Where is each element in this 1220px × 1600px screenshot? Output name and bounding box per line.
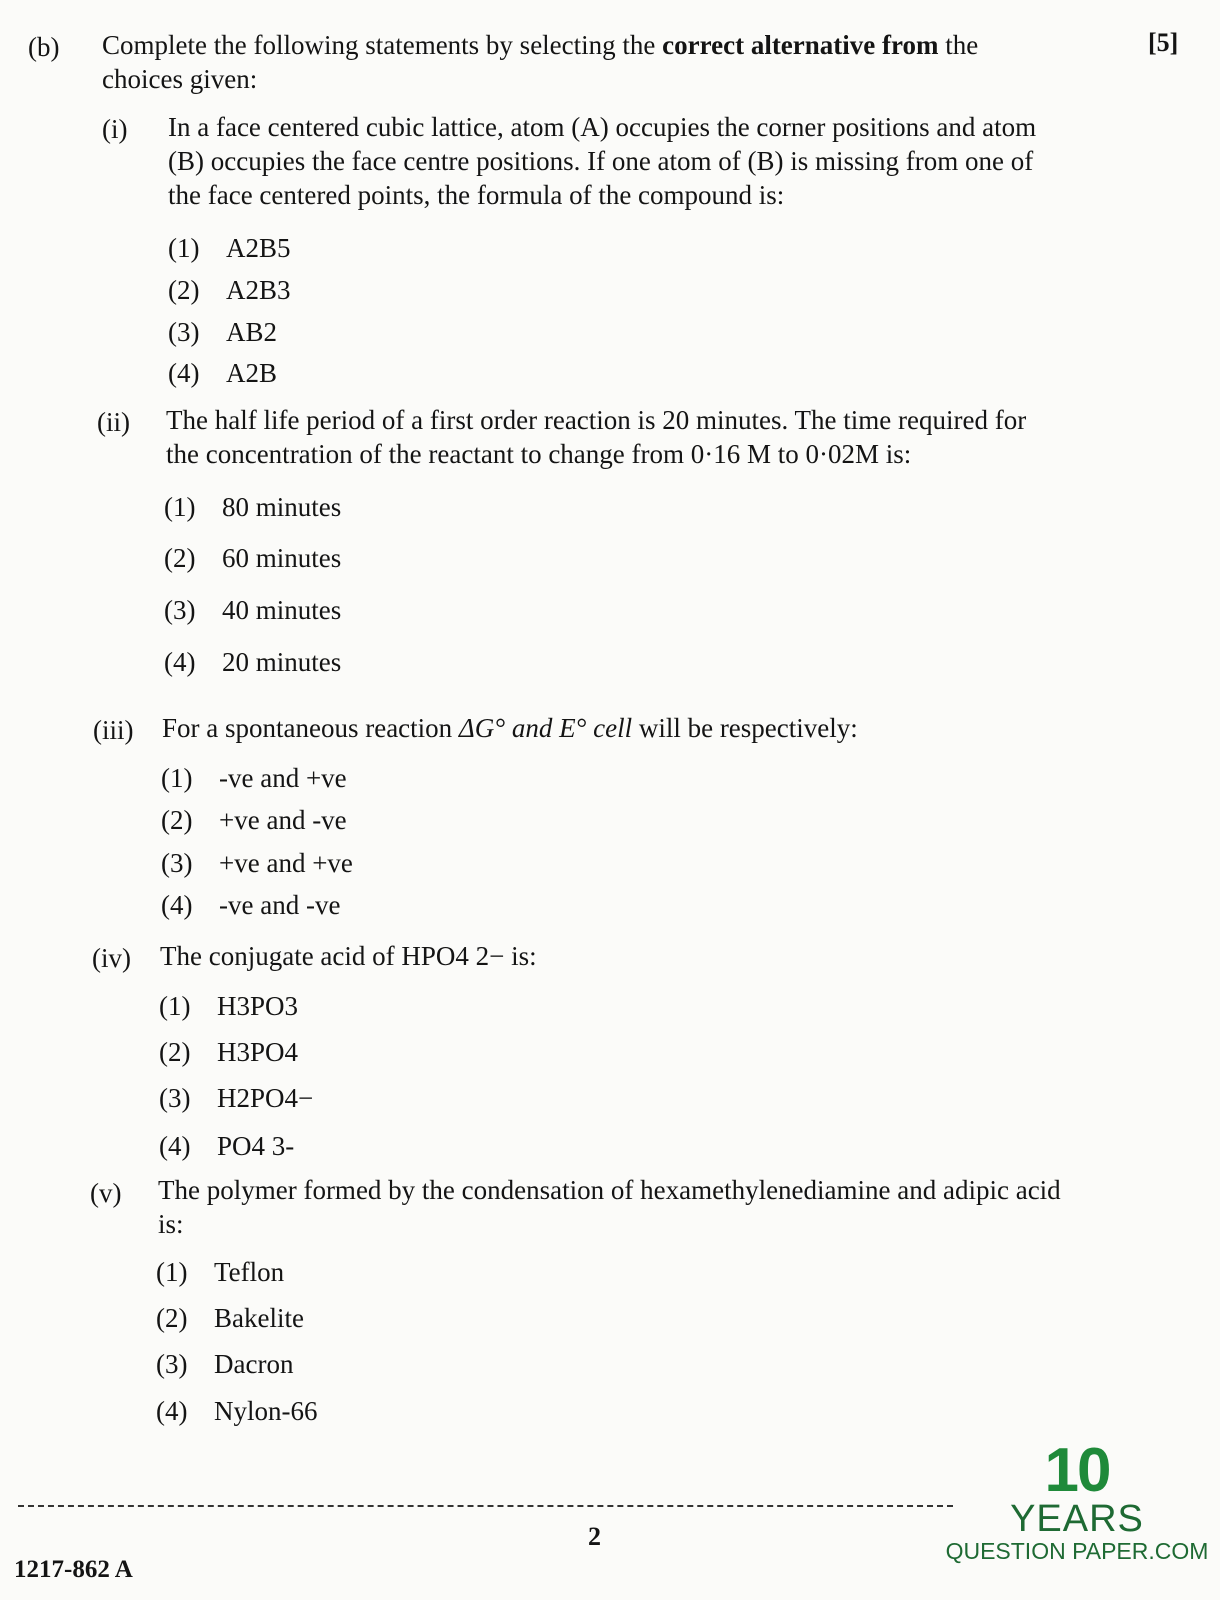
option-ii-4: (4) 20 minutes	[164, 647, 342, 677]
question-number-iii: (iii)	[93, 715, 134, 745]
question-number-i: (i)	[102, 114, 128, 144]
part-label: (b)	[28, 32, 60, 62]
option-iv-2: (2) H3PO4	[159, 1037, 299, 1067]
option-text: Dacron	[214, 1349, 294, 1379]
option-i-4: (4) A2B	[168, 358, 278, 388]
footer-divider	[18, 1505, 953, 1507]
question-number-ii: (ii)	[97, 407, 130, 437]
option-v-4: (4) Nylon-66	[156, 1396, 318, 1426]
option-v-1: (1) Teflon	[156, 1257, 285, 1287]
instruction-text-bold: correct alternative from	[662, 30, 939, 60]
option-iv-1: (1) H3PO3	[159, 991, 299, 1021]
option-text: -ve and -ve	[219, 890, 341, 920]
option-text: 20 minutes	[222, 647, 342, 677]
question-ii-line-1: The half life period of a first order reaction is 20 minutes. The time required for	[166, 405, 1027, 435]
option-text: H3PO4	[217, 1037, 299, 1067]
option-text: PO4 3-	[217, 1131, 295, 1161]
question-v-line-2: is:	[158, 1209, 184, 1239]
option-text: Bakelite	[214, 1303, 304, 1333]
option-i-3: (3) AB2	[168, 317, 278, 347]
option-text: 60 minutes	[222, 543, 342, 573]
instruction-line-2: choices given:	[102, 64, 258, 94]
option-text: +ve and +ve	[219, 848, 353, 878]
marks-badge: [5]	[1148, 28, 1179, 57]
option-iii-4: (4) -ve and -ve	[161, 890, 341, 920]
option-text: 80 minutes	[222, 492, 342, 522]
option-iii-3: (3) +ve and +ve	[161, 848, 353, 878]
option-ii-1: (1) 80 minutes	[164, 492, 342, 522]
option-v-3: (3) Dacron	[156, 1349, 294, 1379]
logo-word: YEARS	[1010, 1498, 1144, 1540]
option-text: AB2	[226, 317, 278, 347]
chemical-formula: HPO4 2−	[401, 941, 505, 971]
option-text: H3PO3	[217, 991, 299, 1021]
option-i-1: (1) A2B5	[168, 233, 291, 263]
question-number-iv: (iv)	[92, 943, 131, 973]
page-number: 2	[588, 1522, 601, 1551]
option-ii-3: (3) 40 minutes	[164, 595, 342, 625]
option-i-2: (2) A2B3	[168, 275, 291, 305]
instruction-text-end: the	[945, 30, 979, 60]
option-text: Nylon-66	[214, 1396, 318, 1426]
option-text: Teflon	[214, 1257, 285, 1287]
question-i-line-2: (B) occupies the face centre positions. If one atom of (B) is missing from one of	[168, 146, 1034, 176]
logo-site: QUESTION PAPER.COM	[945, 1538, 1209, 1564]
question-ii-line-2: the concentration of the reactant to change from 0·16 M to 0·02M is:	[166, 439, 912, 469]
question-i-line-1: In a face centered cubic lattice, atom (A) occupies the corner positions and atom	[168, 112, 1037, 142]
paper-code: 1217-862 A	[14, 1556, 133, 1583]
instruction-line-1	[102, 28, 1102, 62]
option-iv-4: (4) PO4 3-	[159, 1131, 295, 1161]
instruction-text-start: Complete the following statements by selecting the	[102, 30, 656, 60]
option-iv-3: (3) H2PO4−	[159, 1083, 314, 1113]
option-ii-2: (2) 60 minutes	[164, 543, 342, 573]
option-text: -ve and +ve	[219, 763, 347, 793]
option-text: 40 minutes	[222, 595, 342, 625]
option-text: A2B	[226, 358, 278, 388]
option-text: H2PO4−	[217, 1083, 314, 1113]
option-iii-2: (2) +ve and -ve	[161, 805, 347, 835]
question-iii-stem: For a spontaneous reaction ΔG° and E° cell will be respectively:	[162, 713, 858, 743]
question-number-v: (v)	[90, 1178, 122, 1208]
question-v-line-1: The polymer formed by the condensation of hexamethylenediamine and adipic acid	[158, 1175, 1061, 1205]
question-iv-stem: The conjugate acid of HPO4 2− is:	[160, 941, 537, 971]
watermark-logo	[944, 1436, 1210, 1564]
math-expression: ΔG° and E° cell	[458, 713, 633, 743]
option-text: +ve and -ve	[219, 805, 347, 835]
option-v-2: (2) Bakelite	[156, 1303, 304, 1333]
question-i-line-3: the face centered points, the formula of the compound is:	[168, 180, 785, 210]
option-iii-1: (1) -ve and +ve	[161, 763, 347, 793]
option-text: A2B5	[226, 233, 291, 263]
logo-number: 10	[1044, 1436, 1110, 1505]
option-text: A2B3	[226, 275, 291, 305]
